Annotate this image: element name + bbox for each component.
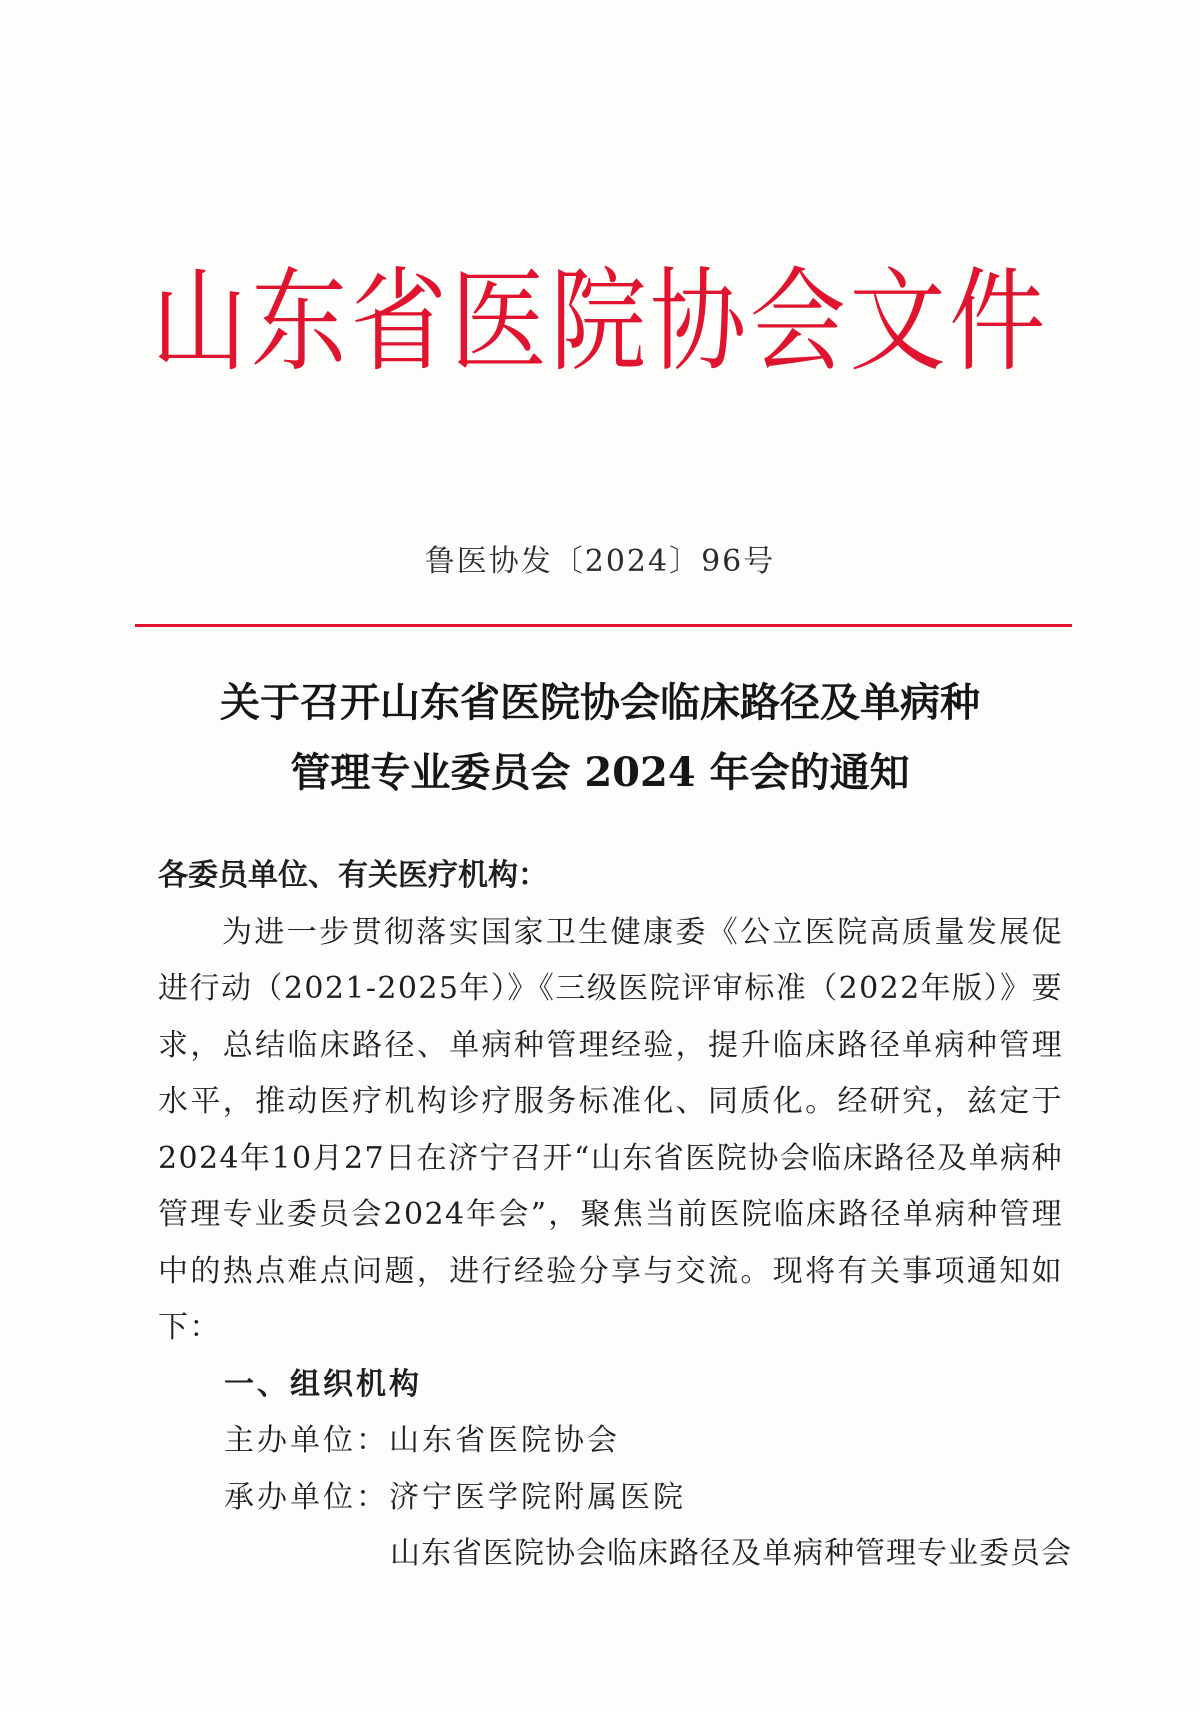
addressee: 各委员单位、有关医疗机构： <box>158 858 548 893</box>
host-row <box>158 1413 1063 1470</box>
notice-title <box>140 668 1060 808</box>
section-heading-organization: 一、组织机构 <box>224 1366 422 1402</box>
host-label: 主办单位： <box>224 1423 389 1458</box>
organizer-value-2: 山东省医院协会临床路径及单病种管理专业委员会 <box>390 1536 1072 1571</box>
notice-title-line-1: 关于召开山东省医院协会临床路径及单病种 <box>220 679 980 726</box>
intro-paragraph: 为进一步贯彻落实国家卫生健康委《公立医院高质量发展促进行动（2021-2025年）》《三级医院评审标准（2022年版）》要求，总结临床路径、单病种管理经验，提升临床路径单病种管理水平，推动医疗机构诊疗服务标准化、同质化。经研究，兹定于2024年10月27日在济宁召开“山东省医院协会临床路径及单病种管理专业委员会2024年会”，聚焦当前医院临床路径单病种管理中的热点难点问题，进行经验分享与交流。现将有关事项通知如下： <box>158 914 1063 1345</box>
organizer-label: 承办单位： <box>224 1479 389 1515</box>
document-header-title: 山东省医院协会文件 <box>151 257 1049 387</box>
notice-body <box>158 848 1072 1583</box>
organizer-row <box>158 1470 1063 1527</box>
organizer-row-continued <box>158 1526 1072 1583</box>
document-number: 鲁医协发〔2024〕96号 <box>424 544 776 579</box>
notice-title-line-2: 管理专业委员会 2024 年会的通知 <box>290 749 910 796</box>
organizer-value-1: 济宁医学院附属医院 <box>389 1479 686 1515</box>
red-divider-line <box>135 624 1072 627</box>
host-value: 山东省医院协会 <box>389 1423 620 1458</box>
